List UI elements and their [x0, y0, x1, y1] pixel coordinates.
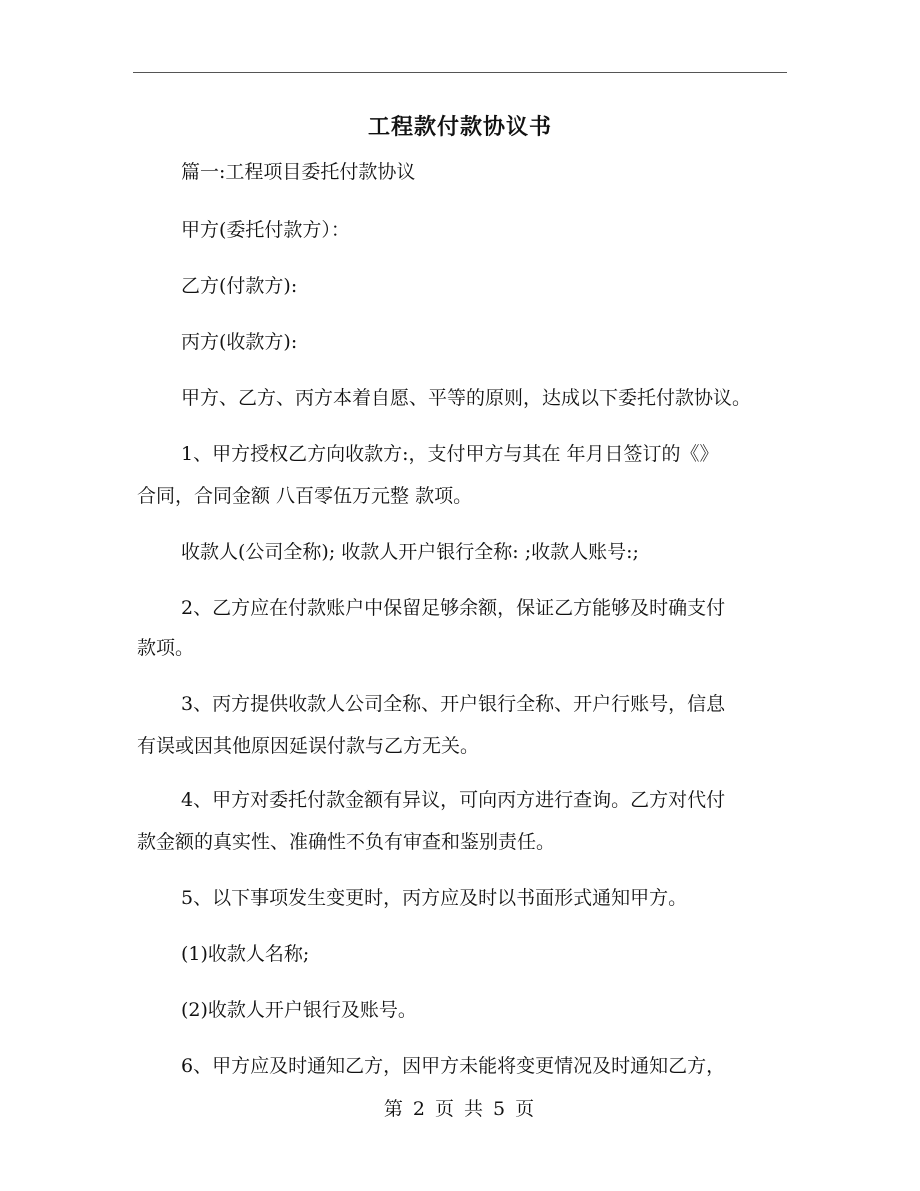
clause-3-line-1: 3、丙方提供收款人公司全称、开户银行全称、开户行账号，信息: [181, 693, 726, 715]
clause-6-line-1: 6、甲方应及时通知乙方，因甲方未能将变更情况及时通知乙方，: [181, 1055, 726, 1077]
party-a-line: 甲方(委托付款方）：: [181, 219, 350, 241]
clause-2-line-2: 款项。: [137, 637, 195, 659]
clause-5-item-1: (1)收款人名称;: [181, 943, 310, 965]
clause-4-line-2: 款金额的真实性、准确性不负有审查和鉴别责任。: [137, 831, 556, 853]
clause-1-line-1: 1、甲方授权乙方向收款方:，支付甲方与其在 年月日签订的《》: [181, 443, 719, 465]
section-heading: 篇一:工程项目委托付款协议: [181, 161, 416, 183]
clause-5-line: 5、以下事项发生变更时，丙方应及时以书面形式通知甲方。: [181, 887, 688, 909]
clause-1-line-2: 合同，合同金额 八百零伍万元整 款项。: [137, 485, 473, 507]
clause-3-line-2: 有误或因其他原因延误付款与乙方无关。: [137, 735, 480, 757]
party-b-line: 乙方(付款方):: [181, 275, 298, 297]
clause-2-line-1: 2、乙方应在付款账户中保留足够余额，保证乙方能够及时确支付: [181, 597, 726, 619]
clause-4-line-1: 4、甲方对委托付款金额有异议，可向丙方进行查询。乙方对代付: [181, 789, 726, 811]
document-title: 工程款付款协议书: [367, 114, 552, 140]
party-c-line: 丙方(收款方):: [181, 331, 298, 353]
header-rule: [133, 72, 787, 73]
payee-info-line: 收款人(公司全称); 收款人开户银行全称: ;收款人账号:;: [181, 541, 639, 563]
page-number-footer: 第 2 页 共 5 页: [383, 1098, 537, 1120]
clause-5-item-2: (2)收款人开户银行及账号。: [181, 999, 417, 1021]
agreement-intro: 甲方、乙方、丙方本着自愿、平等的原则，达成以下委托付款协议。: [181, 387, 752, 409]
